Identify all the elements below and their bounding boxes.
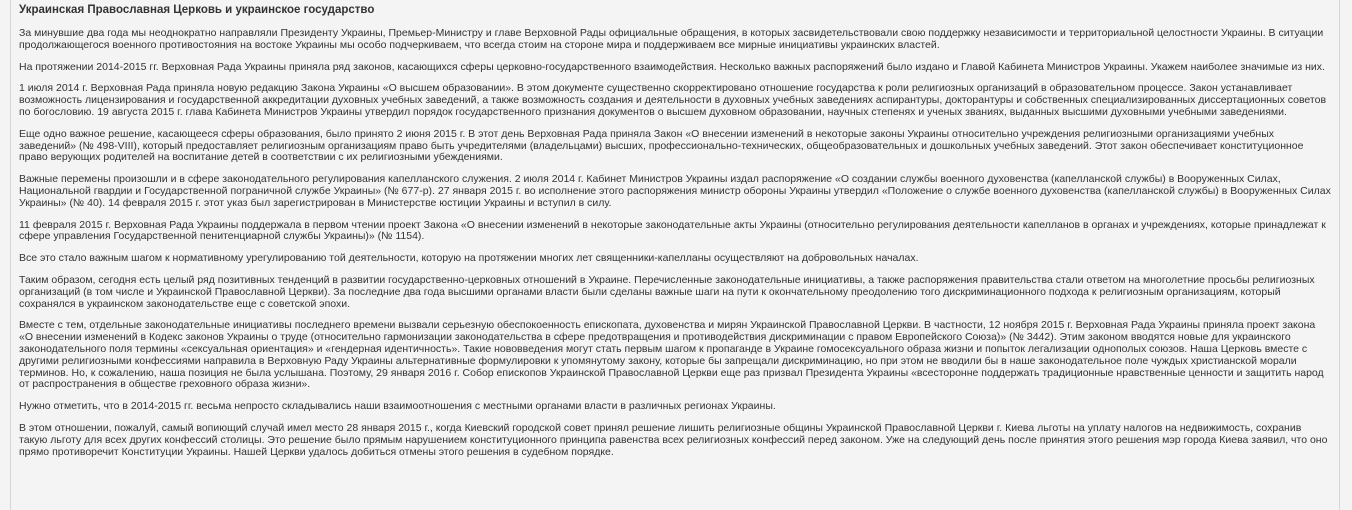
paragraph: 1 июля 2014 г. Верховная Рада приняла новую редакцию Закона Украины «О высшем образовании». В этом документе существенно скорректировано отношение государства к роли религиозных организаций в образовательном процессе. Закон устанавливает возможность лицензирования и государственной аккредитации духовных учебных заведений, а также возможность создания и деятельности в духовных учебных заведениях аспирантуры, докторантуры и собственных специализированных диссертационных советов по богословию. 19 августа 2015 г. глава Кабинета Министров Украины утвердил порядок государственного признания документов о высшем духовном образовании, научных степенях и ученых званиях, выданных высшими духовными учебными заведениями.: [19, 82, 1327, 118]
paragraph: На протяжении 2014-2015 гг. Верховная Рада Украины приняла ряд законов, касающихся сферы церковно-государственного взаимодействия. Несколько важных распоряжений было издано и Главой Кабинета Министров Украины. Укажем наиболее значимые из них.: [19, 60, 1325, 73]
paragraph: В этом отношении, пожалуй, самый вопиющий случай имел место 28 января 2015 г., когда Киевский городской совет принял решение лишить религиозные общины Украинской Православной Церкви г. Киева льготы на уплату налогов на недвижимость, сохранив такую льготу для всех других конфессий столицы. Это решение было прямым нарушением конституционного принципа равенства всех религиозных конфессий перед законом. Уже на следующий день после принятия этого решения мэр города Киева заявил, что оно прямо противоречит Конституции Украины. Нашей Церкви удалось добиться отмены этого решения в судебном порядке.: [19, 421, 1328, 458]
document-title: Украинская Православная Церковь и украинское государство: [19, 4, 375, 16]
paragraph: 11 февраля 2015 г. Верховная Рада Украины поддержала в первом чтении проект Закона «О внесении изменений в некоторые законодательные акты Украины (относительно регулирования деятельности капелланов в органах и учреждениях, которые принадлежат к сфере управления Государственной пенитенциарной службы Украины)» (№ 1154).: [19, 218, 1326, 243]
document-panel: [10, 0, 1340, 510]
paragraph: Все это стало важным шагом к нормативному урегулированию той деятельности, которую на протяжении многих лет священники-капелланы осуществляют на добровольных началах.: [19, 252, 919, 265]
paragraph: Важные перемены произошли и в сфере законодательного регулирования капелланского служения. 2 июля 2014 г. Кабинет Министров Украины издал распоряжение «О создании службы военного духовенства (капелланской службы) в Вооруженных Силах, Национальной гвардии и Государственной пограничной службе Украины» (№ 677-р). 27 января 2015 г. во исполнение этого распоряжения министр обороны Украины утвердил «Положение о службе военного духовенства (капелланской службы) в Вооруженных Силах Украины» (№ 40). 14 февраля 2015 г. этот указ был зарегистрирован в Министерстве юстиции Украины и вступил в силу.: [19, 173, 1331, 209]
paragraph: За минувшие два года мы неоднократно направляли Президенту Украины, Премьер-Министру и главе Верховной Рады официальные обращения, в которых засвидетельствовали свою поддержку независимости и территориальной целостности Украины. В ситуации продолжающегося военного противостояния на востоке Украины мы особо подчеркиваем, что всегда стоим на стороне мира и поддерживаем все мирные инициативы украинских властей.: [19, 27, 1324, 51]
paragraph: Вместе с тем, отдельные законодательные инициативы последнего времени вызвали серьезную обеспокоенность епископата, духовенства и мирян Украинской Православной Церкви. В частности, 12 ноября 2015 г. Верховная Рада Украины приняла проект закона «О внесении изменений в Кодекс законов Украины о труде (относительно гармонизации законодательства в сфере предотвращения и противодействия дискриминации с правом Европейского Союза)» (№ 3442). Этим законом вводятся новые для украинского законодательного поля термины «сексуальная ориентация» и «гендерная идентичность». Такие нововведения могут стать первым шагом к пропаганде в Украине гомосексуального образа жизни и попыток легализации однополых союзов. Наша Церковь вместе с другими религиозными конфессиями направила в Верховную Раду Украины альтернативные формулировки к упомянутому закону, которые бы запрещали дискриминацию, но при этом не вводили бы в наше законодательное поле чуждых христианской морали терминов. Но, к сожалению, наша позиция не была услышана. Поэтому, 29 января 2016 г. Собор епископов Украинской Православной Церкви еще раз призвал Президента Украины «всесторонне поддержать традиционные нравственные ценности и защитить народ от распространения в обществе греховного образа жизни».: [19, 319, 1324, 391]
paragraph: Нужно отметить, что в 2014-2015 гг. весьма непросто складывались наши взаимоотношения с местными органами власти в различных регионах Украины.: [19, 400, 776, 413]
paragraph: Еще одно важное решение, касающееся сферы образования, было принято 2 июня 2015 г. В этот день Верховная Рада приняла Закон «О внесении изменений в некоторые законы Украины относительно учреждения религиозными организациями учебных заведений» (№ 498-VIII), который предоставляет религиозным организациям право быть учредителями (владельцами) высших, профессионально-технических, общеобразовательных и дошкольных учебных заведений. Этот закон обеспечивает конституционное право верующих родителей на воспитание детей в соответствии с их религиозными убеждениями.: [19, 127, 1304, 164]
paragraph: Таким образом, сегодня есть целый ряд позитивных тенденций в развитии государственно-церковных отношений в Украине. Перечисленные законодательные инициативы, а также распоряжения правительства стали ответом на многолетние просьбы религиозных организаций (в том числе и Украинской Православной Церкви). За последние два года высшими органами власти были сделаны важные шаги на пути к окончательному преодолению того дискриминационного подхода к религиозным организациям, который сохранялся в украинском законодательстве еще с советской эпохи.: [19, 273, 1315, 310]
